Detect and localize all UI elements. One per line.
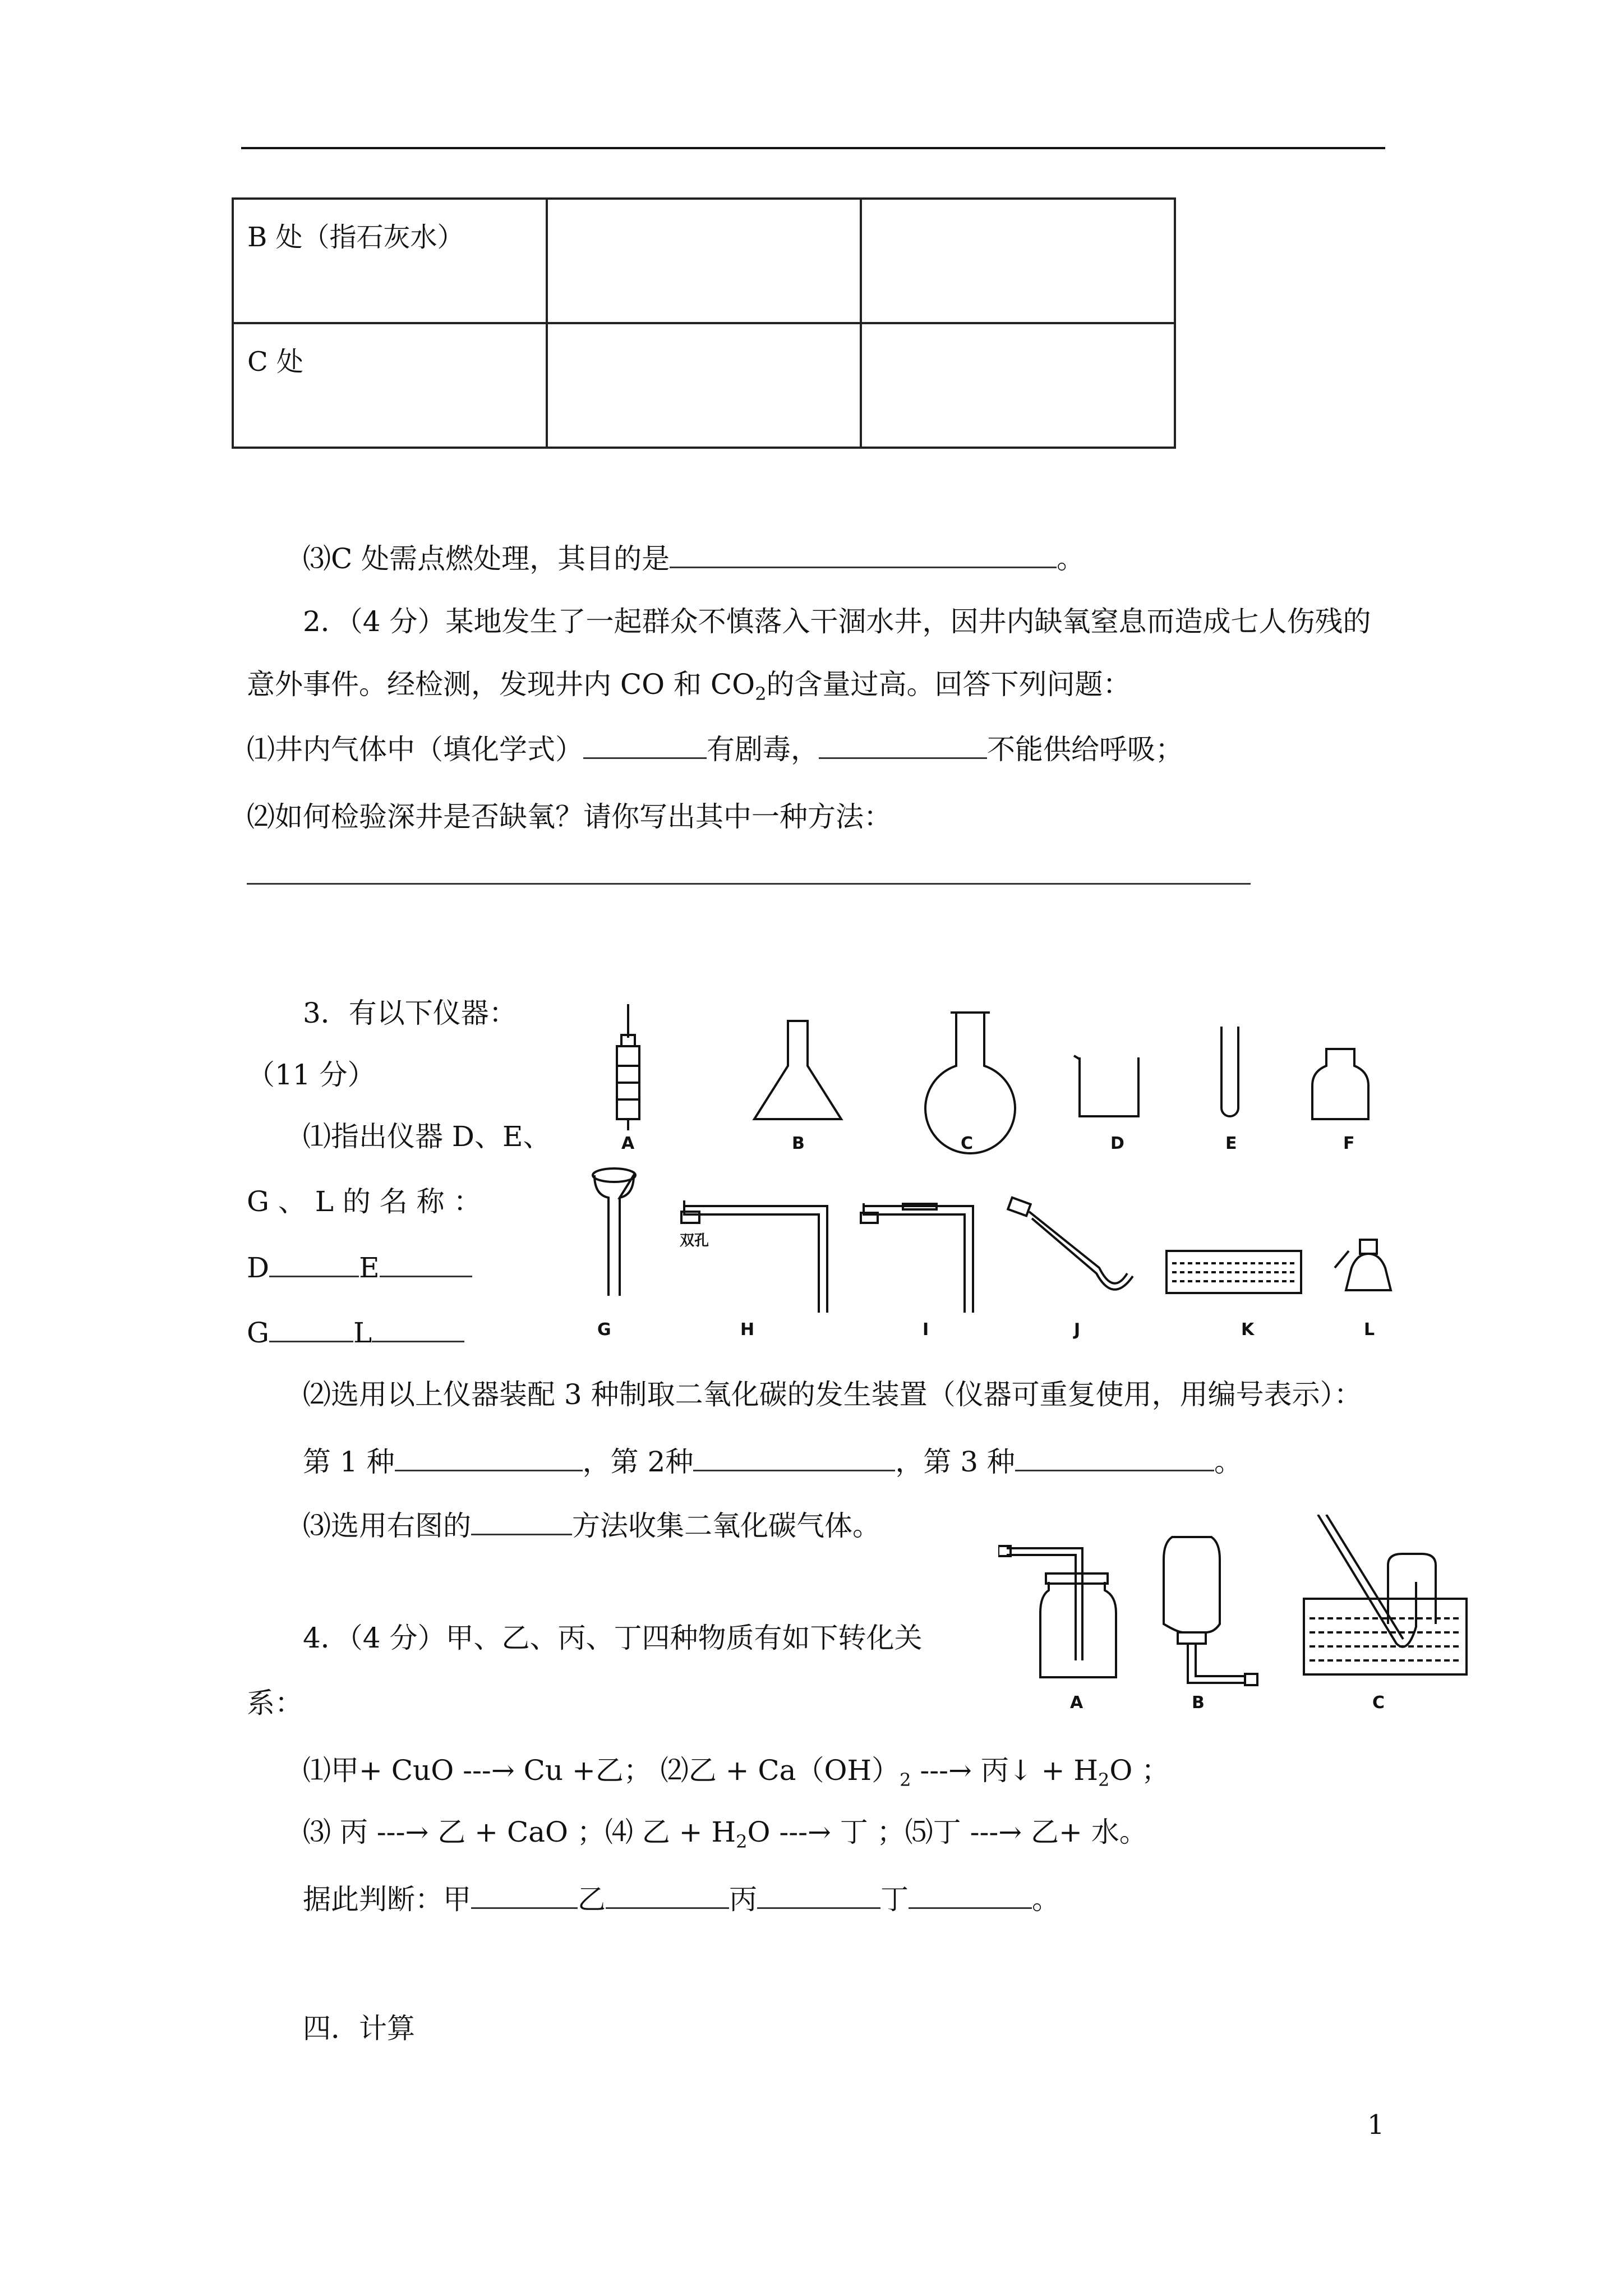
judge-text: 。 <box>1032 1883 1060 1916</box>
apparatus-label: J <box>1074 1320 1081 1340</box>
header-rule <box>241 147 1385 149</box>
thistle-funnel-icon <box>593 1168 635 1296</box>
q3-p2b-text: ，第 2种 <box>582 1446 694 1478</box>
table-cell[interactable] <box>547 323 861 448</box>
upward-collection-icon <box>998 1546 1116 1677</box>
q3-score: （11 分） <box>247 1059 376 1091</box>
answer-blank[interactable] <box>909 1883 1032 1909</box>
bent-tube-icon <box>1008 1198 1133 1290</box>
label-l: L <box>353 1317 372 1349</box>
collection-label: C <box>1372 1693 1385 1713</box>
q2-line3-text: 不能供给呼吸； <box>987 733 1183 766</box>
q1-part3 <box>303 542 1085 576</box>
reaction-text: ---→ 丙↓ + H <box>911 1754 1098 1787</box>
answer-blank[interactable] <box>471 1509 572 1535</box>
table-cell[interactable] <box>861 323 1175 448</box>
round-flask-icon <box>925 1013 1015 1153</box>
q3-p2: ⑵选用以上仪器装配 3 种制取二氧化碳的发生装置（仪器可重复使用，用编号表示）： <box>303 1378 1362 1411</box>
label-d: D <box>247 1251 270 1284</box>
downward-collection-icon <box>1164 1537 1257 1685</box>
table-row <box>233 199 1175 323</box>
q2-line3 <box>247 733 1183 766</box>
apparatus-label: G <box>597 1320 611 1340</box>
reaction-text: ⑴甲+ CuO ---→ Cu +乙； ⑵乙 + Ca（OH） <box>303 1754 900 1787</box>
conical-flask-icon <box>754 1021 841 1119</box>
answer-blank[interactable] <box>372 1316 464 1342</box>
collection-label: B <box>1192 1693 1205 1713</box>
gas-collection-figure <box>998 1515 1475 1728</box>
answer-blank[interactable] <box>269 1251 359 1277</box>
q3-p1a: ⑴指出仪器 D、E、 <box>303 1120 551 1153</box>
answer-blank[interactable] <box>583 733 707 759</box>
judge-text: 丙 <box>729 1883 757 1916</box>
subscript: 2 <box>755 683 767 705</box>
table-row <box>233 323 1175 448</box>
answer-blank[interactable] <box>819 733 987 759</box>
water-displacement-icon <box>1304 1515 1467 1674</box>
q4-reaction1 <box>303 1754 1169 1797</box>
observation-table <box>232 197 1176 449</box>
answer-blank[interactable] <box>471 1883 578 1909</box>
answer-blank[interactable] <box>757 1883 880 1909</box>
judge-text: 据此判断：甲 <box>303 1883 471 1916</box>
q3-p1c <box>247 1251 472 1285</box>
apparatus-label: D <box>1110 1134 1124 1153</box>
apparatus-figure <box>572 1004 1402 1341</box>
apparatus-label: F <box>1343 1134 1355 1153</box>
q4-judge <box>303 1883 1060 1916</box>
subscript: 2 <box>736 1831 748 1852</box>
delivery-tube-icon <box>681 1200 827 1313</box>
q4-reaction2 <box>303 1815 1147 1858</box>
answer-blank[interactable] <box>606 1883 729 1909</box>
collection-label: A <box>1070 1693 1083 1713</box>
test-tube-icon <box>1221 1027 1238 1116</box>
apparatus-label: B <box>792 1134 805 1153</box>
table-cell[interactable] <box>861 199 1175 323</box>
q4-head2: 系： <box>247 1687 303 1719</box>
table-cell: C 处 <box>233 323 547 448</box>
answer-blank[interactable] <box>247 858 1251 885</box>
apparatus-label: K <box>1241 1320 1255 1340</box>
judge-text: 丁 <box>880 1883 909 1916</box>
alcohol-lamp-icon <box>1335 1240 1391 1290</box>
q3-head: 3．有以下仪器： <box>303 997 517 1029</box>
q2-line4: ⑵如何检验深井是否缺氧？请你写出其中一种方法： <box>247 800 892 833</box>
apparatus-label: A <box>621 1134 635 1153</box>
q2-line3-text: 有剧毒， <box>707 733 819 766</box>
apparatus-label: I <box>923 1320 929 1340</box>
q1-part3-text: ⑶C 处需点燃处理，其目的是 <box>303 542 670 575</box>
q2-line2-text: 的含量过高。回答下列问题： <box>766 668 1131 701</box>
answer-blank[interactable] <box>670 542 1057 568</box>
q3-p2b <box>303 1445 1242 1479</box>
q3-p3-text: 方法收集二氧化碳气体。 <box>572 1510 880 1542</box>
bottle-icon <box>1312 1049 1368 1119</box>
apparatus-label: H <box>740 1320 755 1340</box>
q3-p3-text: ⑶选用右图的 <box>303 1510 471 1542</box>
q3-p3 <box>303 1509 880 1543</box>
water-trough-icon <box>1166 1251 1301 1293</box>
q3-p1b: G 、 L 的 名 称 ： <box>247 1185 482 1218</box>
answer-blank[interactable] <box>395 1445 583 1471</box>
reaction-text: O ； <box>1109 1754 1170 1787</box>
reaction-text: ⑶ 丙 ---→ 乙 + CaO ；⑷ 乙 + H <box>303 1816 736 1848</box>
answer-blank[interactable] <box>380 1251 472 1277</box>
answer-blank[interactable] <box>269 1316 353 1342</box>
answer-blank[interactable] <box>693 1445 895 1471</box>
q3-p1d <box>247 1316 464 1350</box>
delivery-tube-icon <box>861 1203 973 1313</box>
q3-p2b-text: ，第 3 种 <box>895 1446 1015 1478</box>
gas-collection-drawing <box>998 1515 1475 1728</box>
q1-part3-end: 。 <box>1057 542 1085 575</box>
label-g: G <box>247 1317 269 1349</box>
answer-blank[interactable] <box>1015 1445 1214 1471</box>
q2-line2-text: 意外事件。经检测，发现井内 CO 和 CO <box>247 668 755 701</box>
label-e: E <box>359 1251 380 1284</box>
q2-line3-text: ⑴井内气体中（填化学式） <box>247 733 583 766</box>
q3-p2b-text: 第 1 种 <box>303 1446 395 1478</box>
double-hole-label: 双孔 <box>680 1232 709 1249</box>
judge-text: 乙 <box>578 1883 606 1916</box>
q3-p2b-text: 。 <box>1214 1446 1242 1478</box>
beaker-icon <box>1074 1056 1138 1116</box>
q4-head: 4．（4 分）甲、乙、丙、丁四种物质有如下转化关 <box>303 1622 923 1654</box>
q2-line1: 2．（4 分）某地发生了一起群众不慎落入干涸水井，因井内缺氧窒息而造成七人伤残的 <box>303 605 1371 638</box>
q2-line2 <box>247 668 1131 711</box>
apparatus-label: L <box>1364 1320 1375 1340</box>
apparatus-drawing <box>572 1004 1402 1341</box>
subscript: 2 <box>900 1769 911 1791</box>
apparatus-label: E <box>1225 1134 1237 1153</box>
table-cell: B 处（指石灰水） <box>233 199 547 323</box>
apparatus-label: C <box>961 1134 974 1153</box>
syringe-icon <box>617 1004 639 1130</box>
page-number: 1 <box>1367 2109 1385 2141</box>
section-heading: 四．计算 <box>303 2012 415 2045</box>
subscript: 2 <box>1098 1769 1110 1791</box>
table-cell[interactable] <box>547 199 861 323</box>
reaction-text: O ---→ 丁 ；⑸丁 ---→ 乙+ 水。 <box>747 1816 1147 1848</box>
